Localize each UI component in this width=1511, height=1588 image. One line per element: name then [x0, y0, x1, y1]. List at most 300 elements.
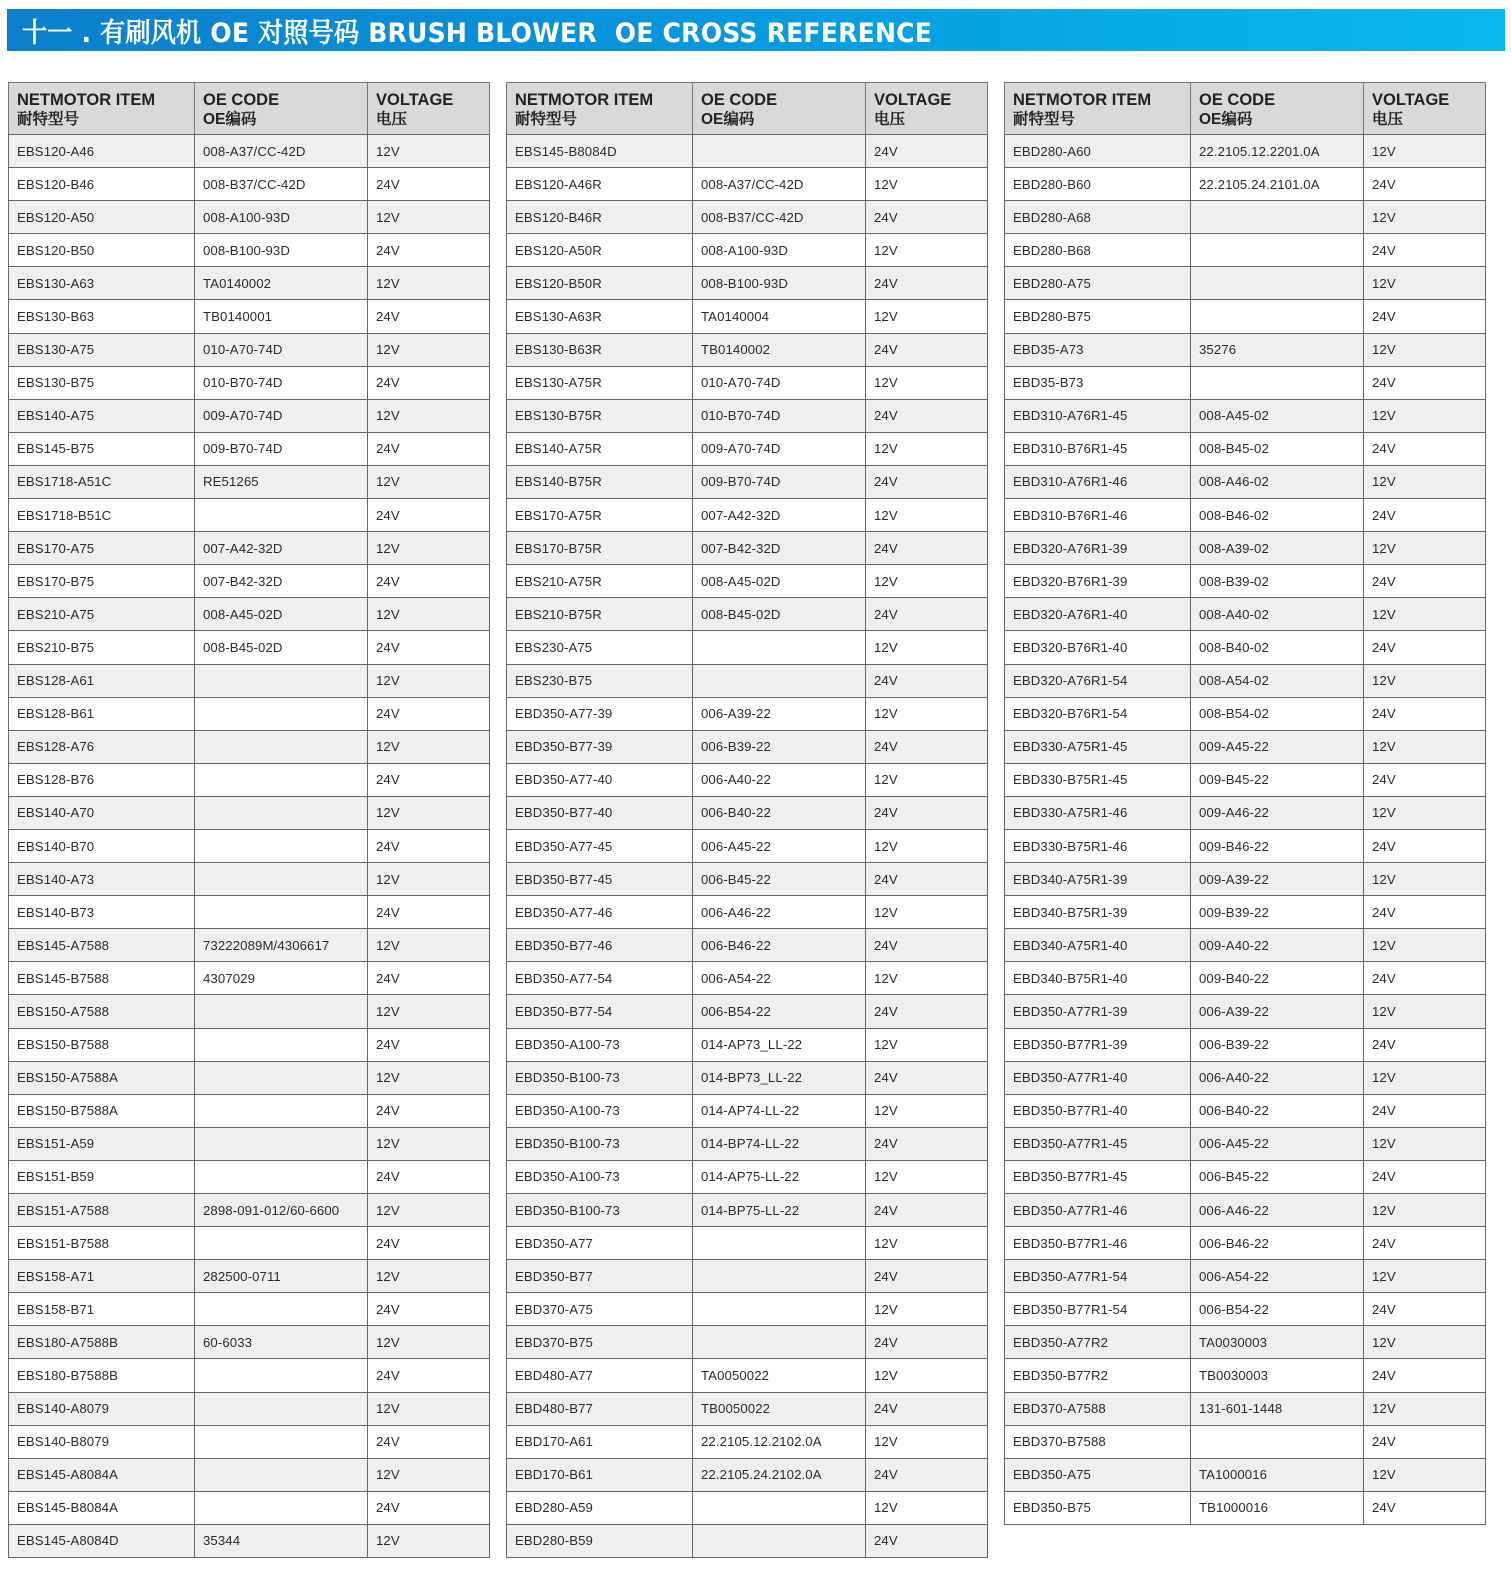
- cell-netmotor-item: EBS130-A63: [9, 267, 195, 300]
- table-row: [507, 962, 988, 995]
- cell-oe-code: 006-B45-22: [693, 863, 866, 896]
- table-row: [9, 1194, 490, 1227]
- table-row: [507, 300, 988, 333]
- cell-oe-code: [1191, 366, 1364, 399]
- cell-netmotor-item: EBD350-B77-40: [507, 796, 693, 829]
- cell-netmotor-item: EBS140-A8079: [9, 1392, 195, 1425]
- table-row: [507, 796, 988, 829]
- table-row: [9, 168, 490, 201]
- cell-oe-code: 008-A39-02: [1191, 532, 1364, 565]
- cell-voltage: 24V: [368, 300, 490, 333]
- cell-oe-code: 60-6033: [195, 1326, 368, 1359]
- cell-netmotor-item: EBD330-B75R1-46: [1005, 829, 1191, 862]
- table-row: [507, 499, 988, 532]
- cell-oe-code: [693, 1491, 866, 1524]
- cell-netmotor-item: EBS120-A46: [9, 135, 195, 168]
- cell-voltage: 24V: [866, 267, 988, 300]
- cell-netmotor-item: EBD280-B68: [1005, 234, 1191, 267]
- table-row: [1005, 1061, 1486, 1094]
- cell-voltage: 24V: [1364, 234, 1486, 267]
- cell-netmotor-item: EBD340-B75R1-39: [1005, 896, 1191, 929]
- cell-voltage: 12V: [866, 1160, 988, 1193]
- cell-voltage: 24V: [866, 730, 988, 763]
- cell-netmotor-item: EBS140-B8079: [9, 1425, 195, 1458]
- cell-netmotor-item: EBS180-A7588B: [9, 1326, 195, 1359]
- cell-oe-code: 006-B39-22: [693, 730, 866, 763]
- cell-oe-code: 006-A54-22: [693, 962, 866, 995]
- cell-oe-code: 006-B46-22: [1191, 1227, 1364, 1260]
- table-body: [1005, 135, 1486, 1525]
- table-row: [1005, 168, 1486, 201]
- cell-oe-code: 008-B40-02: [1191, 631, 1364, 664]
- cell-oe-code: 008-A45-02D: [195, 598, 368, 631]
- table-row: [9, 929, 490, 962]
- cell-netmotor-item: EBD350-B77-54: [507, 995, 693, 1028]
- table-row: [507, 763, 988, 796]
- cell-oe-code: [1191, 267, 1364, 300]
- cell-oe-code: 006-B54-22: [693, 995, 866, 1028]
- table-body: [507, 135, 988, 1558]
- cell-voltage: 12V: [368, 532, 490, 565]
- cell-voltage: 24V: [368, 631, 490, 664]
- table-row: [507, 1028, 988, 1061]
- table-row: [1005, 234, 1486, 267]
- column-header-oe-code: OE CODE OE编码: [1191, 83, 1364, 135]
- table-row: [507, 1425, 988, 1458]
- cell-oe-code: 22.2105.24.2101.0A: [1191, 168, 1364, 201]
- table-row: [9, 1359, 490, 1392]
- cell-voltage: 24V: [368, 1094, 490, 1127]
- cell-voltage: 12V: [1364, 135, 1486, 168]
- table-row: [1005, 1326, 1486, 1359]
- table-row: [1005, 631, 1486, 664]
- table-row: [507, 631, 988, 664]
- cell-voltage: 24V: [1364, 300, 1486, 333]
- cell-oe-code: 008-A37/CC-42D: [693, 168, 866, 201]
- table-row: [9, 1458, 490, 1491]
- cell-netmotor-item: EBS120-B46R: [507, 201, 693, 234]
- cell-oe-code: 006-A46-22: [1191, 1194, 1364, 1227]
- cell-netmotor-item: EBS130-A63R: [507, 300, 693, 333]
- table-row: [9, 1061, 490, 1094]
- cell-netmotor-item: EBD310-B76R1-45: [1005, 432, 1191, 465]
- cell-voltage: 24V: [1364, 1425, 1486, 1458]
- table-row: [1005, 300, 1486, 333]
- cell-oe-code: TB0140001: [195, 300, 368, 333]
- cell-oe-code: 008-B100-93D: [693, 267, 866, 300]
- cell-voltage: 24V: [368, 829, 490, 862]
- cell-voltage: 24V: [368, 432, 490, 465]
- cell-voltage: 24V: [368, 1293, 490, 1326]
- cell-netmotor-item: EBS210-A75R: [507, 565, 693, 598]
- cell-oe-code: [195, 1392, 368, 1425]
- cell-voltage: 24V: [1364, 631, 1486, 664]
- cell-netmotor-item: EBS145-B8084D: [507, 135, 693, 168]
- cell-netmotor-item: EBD350-A77: [507, 1227, 693, 1260]
- cell-oe-code: 008-A46-02: [1191, 465, 1364, 498]
- cell-netmotor-item: EBD280-A60: [1005, 135, 1191, 168]
- table-row: [9, 1094, 490, 1127]
- cell-oe-code: [1191, 300, 1364, 333]
- cell-oe-code: TB0030003: [1191, 1359, 1364, 1392]
- cell-oe-code: 35276: [1191, 333, 1364, 366]
- cell-netmotor-item: EBD350-B77R1-54: [1005, 1293, 1191, 1326]
- cell-oe-code: 008-A37/CC-42D: [195, 135, 368, 168]
- cell-oe-code: 006-B39-22: [1191, 1028, 1364, 1061]
- table-row: [507, 399, 988, 432]
- cell-voltage: 12V: [368, 929, 490, 962]
- cell-netmotor-item: EBS230-B75: [507, 664, 693, 697]
- cell-voltage: 12V: [866, 1094, 988, 1127]
- cell-netmotor-item: EBD280-A59: [507, 1491, 693, 1524]
- cell-netmotor-item: EBD350-B100-73: [507, 1061, 693, 1094]
- table-row: [507, 1094, 988, 1127]
- cell-oe-code: 35344: [195, 1524, 368, 1557]
- cell-voltage: 12V: [368, 1194, 490, 1227]
- cell-voltage: 24V: [866, 929, 988, 962]
- cell-voltage: 24V: [866, 465, 988, 498]
- table-row: [507, 1359, 988, 1392]
- cell-oe-code: 014-BP75-LL-22: [693, 1194, 866, 1227]
- cell-oe-code: 009-B70-74D: [693, 465, 866, 498]
- cell-oe-code: [1191, 201, 1364, 234]
- table-row: [1005, 863, 1486, 896]
- cell-netmotor-item: EBD350-A77R1-46: [1005, 1194, 1191, 1227]
- table-row: [507, 168, 988, 201]
- cell-voltage: 12V: [866, 499, 988, 532]
- cell-voltage: 12V: [1364, 929, 1486, 962]
- cell-voltage: 24V: [1364, 1293, 1486, 1326]
- cell-netmotor-item: EBS170-A75: [9, 532, 195, 565]
- cell-oe-code: 008-A54-02: [1191, 664, 1364, 697]
- cell-netmotor-item: EBS140-A70: [9, 796, 195, 829]
- cell-oe-code: 014-AP73_LL-22: [693, 1028, 866, 1061]
- table-row: [1005, 399, 1486, 432]
- cell-netmotor-item: EBD320-A76R1-54: [1005, 664, 1191, 697]
- table-row: [9, 201, 490, 234]
- table-row: [507, 1458, 988, 1491]
- cell-netmotor-item: EBD280-B75: [1005, 300, 1191, 333]
- cell-oe-code: 008-B39-02: [1191, 565, 1364, 598]
- cell-voltage: 24V: [1364, 1227, 1486, 1260]
- cell-netmotor-item: EBS170-B75: [9, 565, 195, 598]
- cell-netmotor-item: EBD350-B77R1-46: [1005, 1227, 1191, 1260]
- cell-netmotor-item: EBS151-A7588: [9, 1194, 195, 1227]
- cell-oe-code: [195, 664, 368, 697]
- cell-netmotor-item: EBD350-A75: [1005, 1458, 1191, 1491]
- cell-netmotor-item: EBD330-A75R1-46: [1005, 796, 1191, 829]
- cell-netmotor-item: EBS140-B75R: [507, 465, 693, 498]
- cell-oe-code: [195, 697, 368, 730]
- cell-oe-code: 22.2105.12.2201.0A: [1191, 135, 1364, 168]
- table-row: [9, 565, 490, 598]
- cell-netmotor-item: EBD350-A77-39: [507, 697, 693, 730]
- cell-oe-code: 010-A70-74D: [693, 366, 866, 399]
- cell-oe-code: [195, 763, 368, 796]
- table-row: [1005, 995, 1486, 1028]
- cell-netmotor-item: EBD350-B100-73: [507, 1194, 693, 1227]
- cell-voltage: 12V: [368, 1524, 490, 1557]
- table-row: [1005, 1094, 1486, 1127]
- table-row: [9, 532, 490, 565]
- cell-netmotor-item: EBS120-B46: [9, 168, 195, 201]
- cell-voltage: 24V: [1364, 1094, 1486, 1127]
- table-row: [507, 465, 988, 498]
- cell-voltage: 24V: [1364, 1028, 1486, 1061]
- cell-oe-code: 009-B40-22: [1191, 962, 1364, 995]
- cell-voltage: 12V: [866, 168, 988, 201]
- cell-voltage: 12V: [1364, 730, 1486, 763]
- table-row: [1005, 1359, 1486, 1392]
- cell-oe-code: 006-A40-22: [1191, 1061, 1364, 1094]
- cell-oe-code: [693, 1260, 866, 1293]
- table-row: [9, 432, 490, 465]
- cell-netmotor-item: EBS145-B75: [9, 432, 195, 465]
- cell-oe-code: 006-B45-22: [1191, 1160, 1364, 1193]
- cell-voltage: 24V: [866, 995, 988, 1028]
- table-row: [1005, 896, 1486, 929]
- cell-oe-code: [195, 1028, 368, 1061]
- cell-voltage: 12V: [368, 1061, 490, 1094]
- cell-netmotor-item: EBS145-A8084D: [9, 1524, 195, 1557]
- cell-netmotor-item: EBS120-A46R: [507, 168, 693, 201]
- table-row: [1005, 1028, 1486, 1061]
- cell-oe-code: 006-B54-22: [1191, 1293, 1364, 1326]
- cell-netmotor-item: EBD370-A7588: [1005, 1392, 1191, 1425]
- cell-netmotor-item: EBS130-B63: [9, 300, 195, 333]
- cell-voltage: 12V: [368, 664, 490, 697]
- cell-netmotor-item: EBD350-A100-73: [507, 1028, 693, 1061]
- table-row: [9, 1392, 490, 1425]
- cell-voltage: 12V: [1364, 532, 1486, 565]
- cell-voltage: 24V: [1364, 962, 1486, 995]
- cell-oe-code: 006-A39-22: [1191, 995, 1364, 1028]
- cell-netmotor-item: EBD330-B75R1-45: [1005, 763, 1191, 796]
- cell-netmotor-item: EBS120-B50: [9, 234, 195, 267]
- table-row: [9, 697, 490, 730]
- cell-voltage: 12V: [866, 1227, 988, 1260]
- cell-oe-code: 008-A40-02: [1191, 598, 1364, 631]
- cell-voltage: 12V: [368, 201, 490, 234]
- cell-voltage: 12V: [1364, 995, 1486, 1028]
- table-row: [507, 1160, 988, 1193]
- cell-oe-code: 008-B45-02D: [195, 631, 368, 664]
- cell-oe-code: 008-B45-02D: [693, 598, 866, 631]
- cell-voltage: 24V: [866, 1260, 988, 1293]
- cell-voltage: 12V: [1364, 863, 1486, 896]
- cell-oe-code: 008-A100-93D: [195, 201, 368, 234]
- cell-netmotor-item: EBD35-A73: [1005, 333, 1191, 366]
- cell-netmotor-item: EBD350-B77R1-40: [1005, 1094, 1191, 1127]
- cell-voltage: 12V: [866, 829, 988, 862]
- cell-oe-code: [195, 1127, 368, 1160]
- table-row: [1005, 1293, 1486, 1326]
- cell-netmotor-item: EBD280-A68: [1005, 201, 1191, 234]
- cell-oe-code: [195, 896, 368, 929]
- cell-netmotor-item: EBD320-A76R1-39: [1005, 532, 1191, 565]
- cell-voltage: 12V: [368, 598, 490, 631]
- cell-voltage: 12V: [368, 267, 490, 300]
- cell-netmotor-item: EBS151-B59: [9, 1160, 195, 1193]
- table-row: [507, 664, 988, 697]
- column-header-oe-code: OE CODE OE编码: [693, 83, 866, 135]
- cell-voltage: 24V: [866, 1458, 988, 1491]
- cell-voltage: 12V: [866, 366, 988, 399]
- cell-oe-code: 010-A70-74D: [195, 333, 368, 366]
- cell-netmotor-item: EBD330-A75R1-45: [1005, 730, 1191, 763]
- cell-oe-code: 009-B70-74D: [195, 432, 368, 465]
- table-row: [9, 796, 490, 829]
- table-row: [1005, 1392, 1486, 1425]
- cell-voltage: 12V: [368, 465, 490, 498]
- cell-voltage: 24V: [866, 1392, 988, 1425]
- table-row: [1005, 796, 1486, 829]
- table-row: [9, 763, 490, 796]
- cell-oe-code: [195, 829, 368, 862]
- table-row: [507, 1392, 988, 1425]
- cell-voltage: 12V: [866, 1425, 988, 1458]
- cell-oe-code: [195, 1061, 368, 1094]
- cell-oe-code: [693, 631, 866, 664]
- cell-netmotor-item: EBD280-A75: [1005, 267, 1191, 300]
- cell-netmotor-item: EBD310-A76R1-45: [1005, 399, 1191, 432]
- table-row: [1005, 730, 1486, 763]
- cell-oe-code: TA0030003: [1191, 1326, 1364, 1359]
- cell-netmotor-item: EBD350-A77-45: [507, 829, 693, 862]
- table-row: [9, 399, 490, 432]
- cell-voltage: 24V: [866, 863, 988, 896]
- cell-voltage: 12V: [1364, 399, 1486, 432]
- table-row: [507, 1524, 988, 1557]
- cross-reference-table-2: [506, 82, 988, 1558]
- cell-voltage: 12V: [1364, 796, 1486, 829]
- cell-voltage: 12V: [866, 962, 988, 995]
- cell-netmotor-item: EBS120-B50R: [507, 267, 693, 300]
- cell-voltage: 24V: [866, 201, 988, 234]
- cell-netmotor-item: EBD350-A77R1-39: [1005, 995, 1191, 1028]
- table-row: [9, 631, 490, 664]
- cell-netmotor-item: EBD370-B7588: [1005, 1425, 1191, 1458]
- cell-netmotor-item: EBS120-A50: [9, 201, 195, 234]
- cell-voltage: 24V: [866, 796, 988, 829]
- cell-voltage: 24V: [368, 962, 490, 995]
- table-row: [1005, 1194, 1486, 1227]
- cell-oe-code: [1191, 234, 1364, 267]
- cell-netmotor-item: EBD350-A77-40: [507, 763, 693, 796]
- cell-netmotor-item: EBS170-A75R: [507, 499, 693, 532]
- cell-netmotor-item: EBS130-B63R: [507, 333, 693, 366]
- cell-voltage: 12V: [368, 863, 490, 896]
- cell-voltage: 24V: [368, 1160, 490, 1193]
- cell-oe-code: [195, 730, 368, 763]
- cell-oe-code: [693, 1293, 866, 1326]
- table-row: [507, 995, 988, 1028]
- cell-oe-code: 006-B40-22: [693, 796, 866, 829]
- cell-netmotor-item: EBD350-A77R2: [1005, 1326, 1191, 1359]
- cell-oe-code: [195, 1491, 368, 1524]
- cell-netmotor-item: EBD350-B77R2: [1005, 1359, 1191, 1392]
- cell-netmotor-item: EBD350-B77R1-45: [1005, 1160, 1191, 1193]
- cell-oe-code: 009-A40-22: [1191, 929, 1364, 962]
- table-row: [507, 333, 988, 366]
- cell-netmotor-item: EBS140-A75R: [507, 432, 693, 465]
- cell-oe-code: TA0050022: [693, 1359, 866, 1392]
- cell-oe-code: 22.2105.12.2102.0A: [693, 1425, 866, 1458]
- cell-voltage: 24V: [866, 1524, 988, 1557]
- cell-voltage: 12V: [368, 1458, 490, 1491]
- cell-oe-code: 009-B46-22: [1191, 829, 1364, 862]
- cell-voltage: 24V: [1364, 1491, 1486, 1524]
- cell-netmotor-item: EBD350-A77R1-45: [1005, 1127, 1191, 1160]
- cell-oe-code: 008-B100-93D: [195, 234, 368, 267]
- table-row: [9, 730, 490, 763]
- cell-netmotor-item: EBS130-B75R: [507, 399, 693, 432]
- cell-oe-code: [693, 1326, 866, 1359]
- cell-oe-code: 010-B70-74D: [693, 399, 866, 432]
- cell-voltage: 24V: [866, 135, 988, 168]
- table-row: [1005, 1127, 1486, 1160]
- column-header-voltage: VOLTAGE 电压: [1364, 83, 1486, 135]
- cell-voltage: 24V: [368, 1491, 490, 1524]
- cell-oe-code: 008-B45-02: [1191, 432, 1364, 465]
- cell-oe-code: 006-B46-22: [693, 929, 866, 962]
- table-row: [507, 929, 988, 962]
- cell-oe-code: [693, 1524, 866, 1557]
- cell-oe-code: 006-A54-22: [1191, 1260, 1364, 1293]
- cell-netmotor-item: EBS130-A75: [9, 333, 195, 366]
- column-header-netmotor-item: NETMOTOR ITEM 耐特型号: [9, 83, 195, 135]
- table-row: [507, 1227, 988, 1260]
- cell-oe-code: 008-B46-02: [1191, 499, 1364, 532]
- cell-netmotor-item: EBD350-A77R1-54: [1005, 1260, 1191, 1293]
- table-row: [507, 135, 988, 168]
- table-row: [9, 598, 490, 631]
- cell-voltage: 12V: [368, 333, 490, 366]
- cell-netmotor-item: EBD370-A75: [507, 1293, 693, 1326]
- table-row: [507, 532, 988, 565]
- cell-netmotor-item: EBS140-B73: [9, 896, 195, 929]
- table-row: [507, 1061, 988, 1094]
- table-row: [9, 829, 490, 862]
- column-header-netmotor-item: NETMOTOR ITEM 耐特型号: [507, 83, 693, 135]
- table-body: [9, 135, 490, 1558]
- cell-voltage: 24V: [1364, 432, 1486, 465]
- cell-voltage: 12V: [866, 432, 988, 465]
- cell-voltage: 24V: [368, 168, 490, 201]
- cell-netmotor-item: EBS145-B7588: [9, 962, 195, 995]
- cell-voltage: 24V: [866, 1326, 988, 1359]
- table-row: [1005, 962, 1486, 995]
- cell-voltage: 24V: [368, 1227, 490, 1260]
- cell-voltage: 12V: [368, 1326, 490, 1359]
- cell-netmotor-item: EBD310-B76R1-46: [1005, 499, 1191, 532]
- cell-netmotor-item: EBS150-B7588A: [9, 1094, 195, 1127]
- cell-voltage: 24V: [368, 366, 490, 399]
- cell-voltage: 12V: [1364, 1194, 1486, 1227]
- cell-oe-code: TA0140004: [693, 300, 866, 333]
- table-row: [9, 1524, 490, 1557]
- cell-netmotor-item: EBS130-A75R: [507, 366, 693, 399]
- cell-oe-code: 014-AP75-LL-22: [693, 1160, 866, 1193]
- cell-voltage: 24V: [368, 565, 490, 598]
- cell-oe-code: 73222089M/4306617: [195, 929, 368, 962]
- cell-voltage: 12V: [866, 234, 988, 267]
- table-row: [1005, 1491, 1486, 1524]
- table-row: [507, 829, 988, 862]
- cell-netmotor-item: EBS210-B75: [9, 631, 195, 664]
- cell-netmotor-item: EBS140-A73: [9, 863, 195, 896]
- cell-voltage: 24V: [1364, 1160, 1486, 1193]
